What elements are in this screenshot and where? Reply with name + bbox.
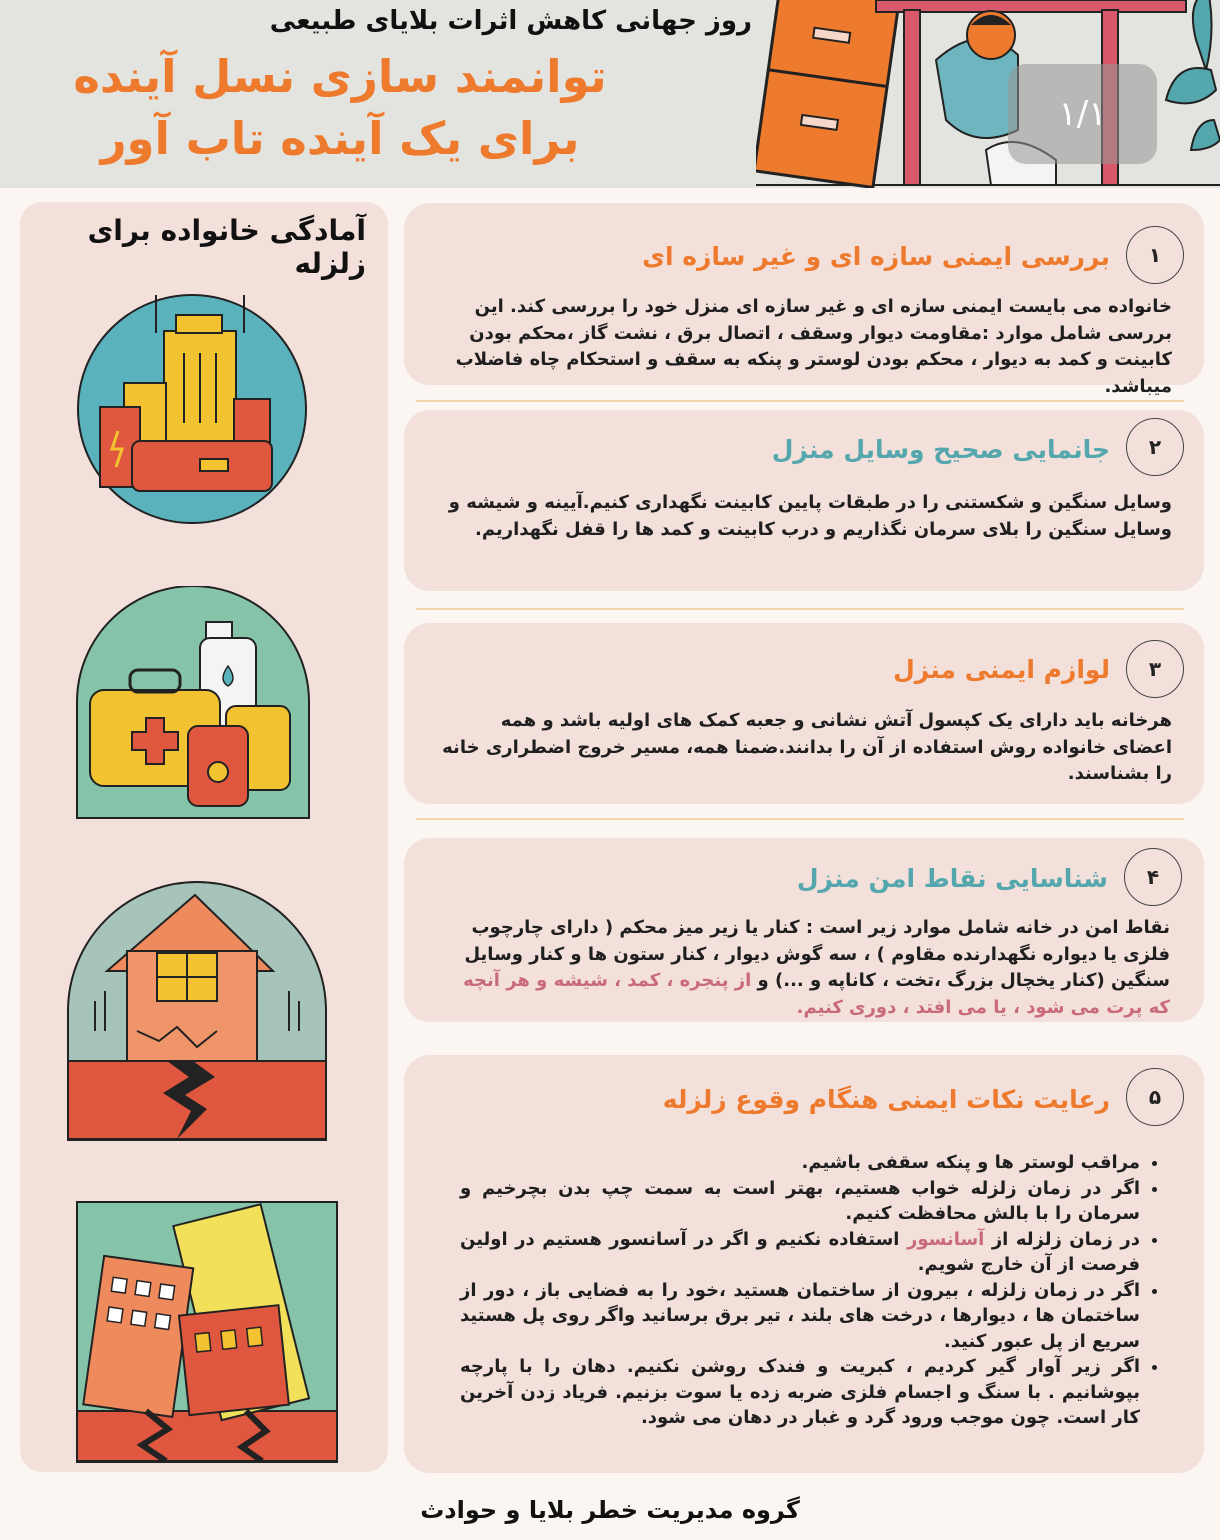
tip-item: • اگر در زمان زلزله خواب هستیم، بهتر است به سمت چپ بدن بچرخیم و سرمان را با بالش محافظت کنیم.	[460, 1176, 1140, 1227]
section-body-2: وسایل سنگین و شکستنی را در طبقات پایین کابینت نگهداری کنیم.آیینه و شیشه و وسایل سنگین را بلای سرمان نگذاریم و درب کابینت و کمد ها را قفل نگهداریم.	[448, 492, 1172, 540]
section-number-3: ۳	[1126, 640, 1184, 698]
section-title-3: لوازم ایمنی منزل	[893, 655, 1110, 684]
section-title-2: جانمایی صحیح وسایل منزل	[771, 435, 1110, 464]
section-body-4-highlight: از پنجره ، کمد ، شیشه و هر آنچه که پرت می شود ، یا می افتد ، دوری کنیم.	[463, 970, 1170, 1018]
tip-item: • مراقب لوستر ها و پنکه سقفی باشیم.	[460, 1150, 1140, 1176]
safety-tips-list	[460, 1150, 1164, 1431]
event-subtitle: روز جهانی کاهش اثرات بلایای طبیعی	[269, 6, 752, 36]
section-title-1: بررسی ایمنی سازه ای و غیر سازه ای	[642, 242, 1110, 271]
section-body-3: هرخانه باید دارای یک کپسول آتش نشانی و جعبه کمک های اولیه باشد و همه اعضای خانواده روش استفاده از آن را بدانند.ضمنا همه، مسیر خروج اضطراری خانه را بشناسند.	[442, 710, 1172, 784]
divider	[416, 400, 1184, 402]
batteries-icon	[76, 293, 309, 526]
tip-item: • اگر در زمان زلزله ، بیرون از ساختمان هستید ،خود را به فضایی باز ، دور از ساختمان ها ، دیوارها ، درخت های بلند ، تیر برق برسانید واگر روی پل هستید سریع از پل عبور کنید.	[460, 1278, 1140, 1355]
section-number-4: ۴	[1124, 848, 1182, 906]
cracked-house-icon	[67, 881, 327, 1141]
page-title	[20, 46, 660, 170]
tip-text: استفاده نکنیم و اگر در آسانسور هستیم در اولین فرصت از آن خارج شویم.	[460, 1228, 1140, 1275]
divider	[416, 608, 1184, 610]
tip-item: • اگر زیر آوار گیر کردیم ، کبریت و فندک روشن نکنیم. دهان را با پارچه بپوشانیم . با سنگ و اجسام فلزی ضربه زده یا سوت بزنیم. فریاد زدن آخرین کار است. چون موجب ورود گرد و غبار در دهان می شود.	[460, 1354, 1140, 1431]
section-number-5: ۵	[1126, 1068, 1184, 1126]
tip-item	[460, 1227, 1140, 1278]
header-banner	[0, 0, 1220, 188]
page-number-badge: ۱/۱	[1008, 64, 1157, 164]
sidebar-title: آمادگی خانواده برای زلزله	[87, 214, 366, 280]
collapsing-buildings-icon	[76, 1201, 338, 1463]
section-body-1: خانواده می بایست ایمنی سازه ای و غیر سازه ای منزل خود را بررسی کند. این بررسی شامل موارد :مقاومت دیوار وسقف ، اتصال برق ، نشت گاز ،محکم بودن کابینت و کمد به دیوار ، محکم بودن لوستر و پنکه به سقف و استحکام چاه فاضلاب میباشد.	[455, 296, 1172, 397]
divider	[416, 818, 1184, 820]
section-title-5: رعایت نکات ایمنی هنگام وقوع زلزله	[662, 1085, 1110, 1114]
footer-organization: گروه مدیریت خطر بلایا و حوادث	[420, 1496, 800, 1524]
first-aid-kit-icon	[76, 586, 310, 819]
title-line-1: توانمند سازی نسل آینده	[73, 50, 607, 103]
section-body-4-text: نقاط امن در خانه شامل موارد زیر است : کنار یا زیر میز محکم ( دارای چارچوب فلزی یا دیواره نگهدارنده مقاوم ) ، سه گوش دیوار ، کنار ستون ها و کنار وسایل سنگین (کنار یخچال بزرگ ،تخت ، کاناپه و ...) و	[464, 917, 1170, 991]
tip-text: در زمان زلزله از	[991, 1228, 1140, 1250]
title-line-2: برای یک آینده تاب آور	[100, 112, 580, 165]
tip-highlight: آسانسور	[906, 1228, 985, 1250]
section-number-1: ۱	[1126, 226, 1184, 284]
section-title-4: شناسایی نقاط امن منزل	[796, 864, 1108, 893]
section-number-2: ۲	[1126, 418, 1184, 476]
section-body-4	[440, 915, 1170, 1021]
